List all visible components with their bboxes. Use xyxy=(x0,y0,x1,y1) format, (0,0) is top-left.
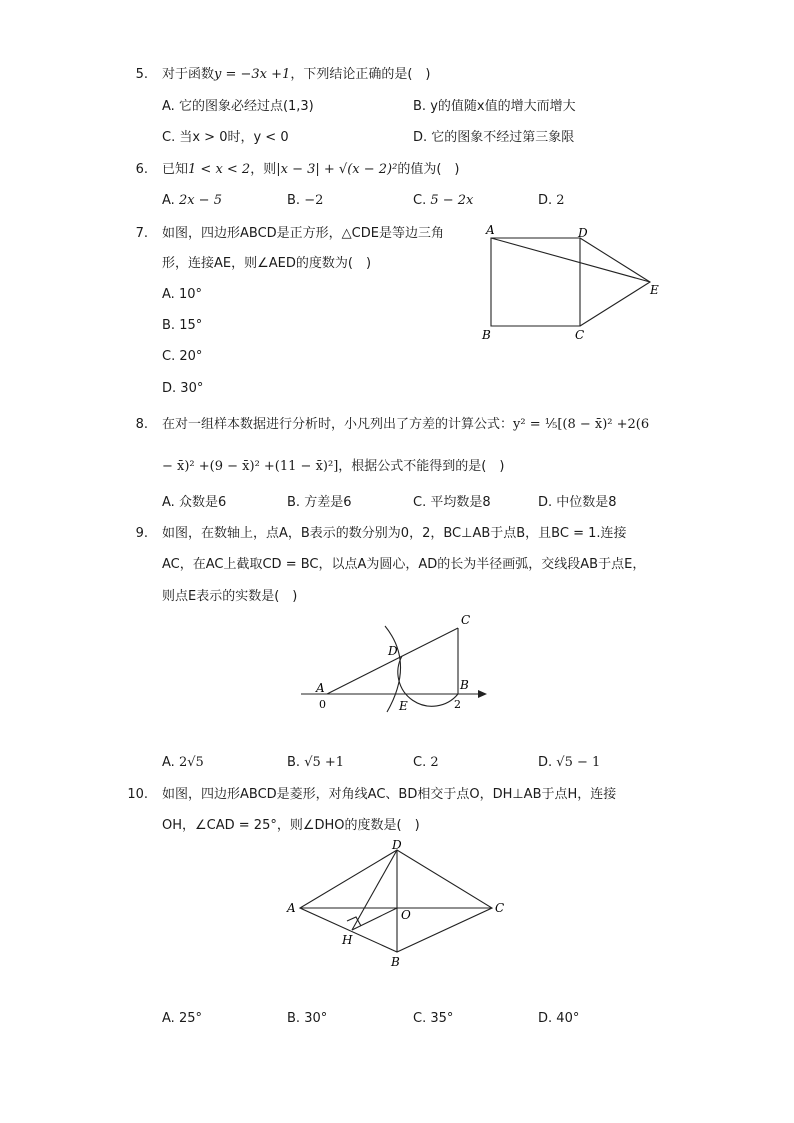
question-number: 6. xyxy=(135,162,148,177)
option-text: 35° xyxy=(430,1011,454,1026)
label-a: A xyxy=(316,681,325,695)
rhombus-figure xyxy=(282,838,512,973)
option-a[interactable] xyxy=(162,98,314,116)
question-stem: 如图，在数轴上，点A，B表示的数分别为0，2，BC⊥AB于点B，且BC = 1.连接 xyxy=(162,526,627,541)
tick-label-2: 2 xyxy=(454,698,461,711)
option-c[interactable] xyxy=(413,1010,453,1028)
stem-text: 的值为( ) xyxy=(397,162,460,177)
option-label: B. xyxy=(287,193,301,208)
option-text: 30° xyxy=(304,1011,328,1026)
question-stem: 形，连接AE，则∠AED的度数为( ) xyxy=(162,256,372,271)
option-label: D. xyxy=(413,130,428,145)
option-text: 2x − 5 xyxy=(178,193,222,208)
option-b[interactable] xyxy=(413,98,576,116)
option-label: A. xyxy=(162,287,175,302)
option-c[interactable] xyxy=(413,494,491,512)
question-number: 9. xyxy=(135,526,148,541)
question-stem: OH，∠CAD = 25°，则∠DHO的度数是( ) xyxy=(162,818,420,833)
segment-dh xyxy=(352,850,397,930)
label-c: C xyxy=(575,328,585,342)
question-number: 8. xyxy=(135,417,148,432)
option-label: C. xyxy=(162,349,176,364)
stem-text: 对于函数 xyxy=(162,67,215,82)
option-text: 中位数是8 xyxy=(556,495,617,510)
option-text: 15° xyxy=(179,318,203,333)
question-number: 5. xyxy=(135,67,148,82)
option-label: D. xyxy=(538,193,553,208)
stem-text: ，根据公式不能得到的是( ) xyxy=(338,459,505,474)
label-e: E xyxy=(399,699,408,713)
option-label: B. xyxy=(287,1011,301,1026)
number-line-figure xyxy=(295,608,495,718)
option-b[interactable] xyxy=(162,317,202,335)
option-a[interactable] xyxy=(162,494,226,512)
option-label: B. xyxy=(287,495,301,510)
option-c[interactable] xyxy=(413,192,473,210)
option-b[interactable] xyxy=(287,192,323,210)
option-text: 平均数是8 xyxy=(430,495,491,510)
triangle-cde xyxy=(580,238,650,326)
option-text: 当x > 0时，y < 0 xyxy=(179,130,289,145)
option-label: A. xyxy=(162,495,175,510)
option-text: 25° xyxy=(178,1011,202,1026)
label-e: E xyxy=(650,283,659,297)
label-a: A xyxy=(486,223,495,237)
option-label: D. xyxy=(538,495,553,510)
label-d: D xyxy=(578,226,588,240)
label-h: H xyxy=(342,933,353,947)
option-text: −2 xyxy=(304,193,324,208)
option-text: 方差是6 xyxy=(304,495,352,510)
label-b: B xyxy=(391,955,400,969)
option-a[interactable] xyxy=(162,286,202,304)
label-d: D xyxy=(392,838,402,852)
option-text: √5 − 1 xyxy=(556,755,601,770)
label-b: B xyxy=(482,328,491,342)
option-b[interactable] xyxy=(287,494,351,512)
variance-formula: y² = ⅕[(8 − x̄)² +2(6 xyxy=(513,417,650,432)
option-c[interactable] xyxy=(413,754,439,772)
option-d[interactable] xyxy=(538,192,565,210)
option-text: 2√5 xyxy=(178,755,204,770)
option-text: √5 +1 xyxy=(304,755,345,770)
tick-label-0: 0 xyxy=(319,698,326,711)
option-c[interactable] xyxy=(162,129,289,147)
label-d: D xyxy=(388,644,398,658)
option-label: C. xyxy=(413,1011,427,1026)
option-text: y的值随x值的增大而增大 xyxy=(430,99,576,114)
option-d[interactable] xyxy=(538,1010,579,1028)
option-label: C. xyxy=(162,130,176,145)
stem-text: 已知 xyxy=(162,162,189,177)
label-o: O xyxy=(401,908,411,922)
stem-formula: |x − 3| + √(x − 2)² xyxy=(276,162,398,177)
square-triangle-figure xyxy=(478,220,668,350)
stem-text: 在对一组样本数据进行分析时，小凡列出了方差的计算公式： xyxy=(162,417,514,432)
option-text: 20° xyxy=(179,349,203,364)
question-stem xyxy=(162,66,430,84)
question-stem: AC，在AC上截取CD = BC，以点A为圆心，AD的长为半径画弧，交线段AB于点E， xyxy=(162,557,646,572)
rhombus-abcd xyxy=(300,850,492,952)
segment-ae xyxy=(491,238,650,282)
label-c: C xyxy=(461,613,471,627)
option-d[interactable] xyxy=(162,380,203,398)
option-text: 5 − 2x xyxy=(430,193,474,208)
option-d[interactable] xyxy=(413,129,574,147)
option-c[interactable] xyxy=(162,348,202,366)
option-label: C. xyxy=(413,193,427,208)
option-label: C. xyxy=(413,495,427,510)
question-stem xyxy=(162,161,459,179)
option-text: 它的图象不经过第三象限 xyxy=(431,130,575,145)
question-stem xyxy=(162,458,504,476)
stem-text: ，则 xyxy=(250,162,277,177)
stem-formula: y = −3x +1 xyxy=(214,67,291,82)
option-label: B. xyxy=(287,755,301,770)
option-label: D. xyxy=(538,1011,553,1026)
label-c: C xyxy=(495,901,505,915)
option-label: D. xyxy=(538,755,553,770)
option-label: D. xyxy=(162,381,177,396)
question-stem: 如图，四边形ABCD是菱形，对角线AC、BD相交于点O，DH⊥AB于点H，连接 xyxy=(162,787,617,802)
question-stem: 则点E表示的实数是( ) xyxy=(162,589,298,604)
option-label: A. xyxy=(162,1011,175,1026)
option-text: 2 xyxy=(430,755,439,770)
question-number: 7. xyxy=(135,226,148,241)
option-text: 它的图象必经过点(1,3) xyxy=(178,99,314,114)
option-text: 40° xyxy=(556,1011,580,1026)
option-a[interactable] xyxy=(162,192,222,210)
option-label: A. xyxy=(162,193,175,208)
stem-text: ，下列结论正确的是( ) xyxy=(290,67,431,82)
option-text: 30° xyxy=(180,381,204,396)
option-b[interactable] xyxy=(287,1010,327,1028)
option-text: 10° xyxy=(178,287,202,302)
option-label: B. xyxy=(162,318,176,333)
option-label: A. xyxy=(162,99,175,114)
square-abcd xyxy=(491,238,580,326)
option-label: A. xyxy=(162,755,175,770)
option-b[interactable] xyxy=(287,754,344,772)
option-text: 众数是6 xyxy=(178,495,227,510)
question-stem xyxy=(162,416,649,434)
option-a[interactable] xyxy=(162,754,204,772)
option-d[interactable] xyxy=(538,754,600,772)
label-a: A xyxy=(287,901,296,915)
question-stem: 如图，四边形ABCD是正方形，△CDE是等边三角 xyxy=(162,226,444,241)
label-b: B xyxy=(460,678,469,692)
arrow-head-icon xyxy=(478,690,487,698)
option-label: C. xyxy=(413,755,427,770)
stem-formula: 1 < x < 2 xyxy=(188,162,251,177)
option-a[interactable] xyxy=(162,1010,202,1028)
option-d[interactable] xyxy=(538,494,617,512)
question-number: 10. xyxy=(127,787,148,802)
option-label: B. xyxy=(413,99,427,114)
option-text: 2 xyxy=(556,193,565,208)
variance-formula: − x̄)² +(9 − x̄)² +(11 − x̄)²] xyxy=(162,459,339,474)
